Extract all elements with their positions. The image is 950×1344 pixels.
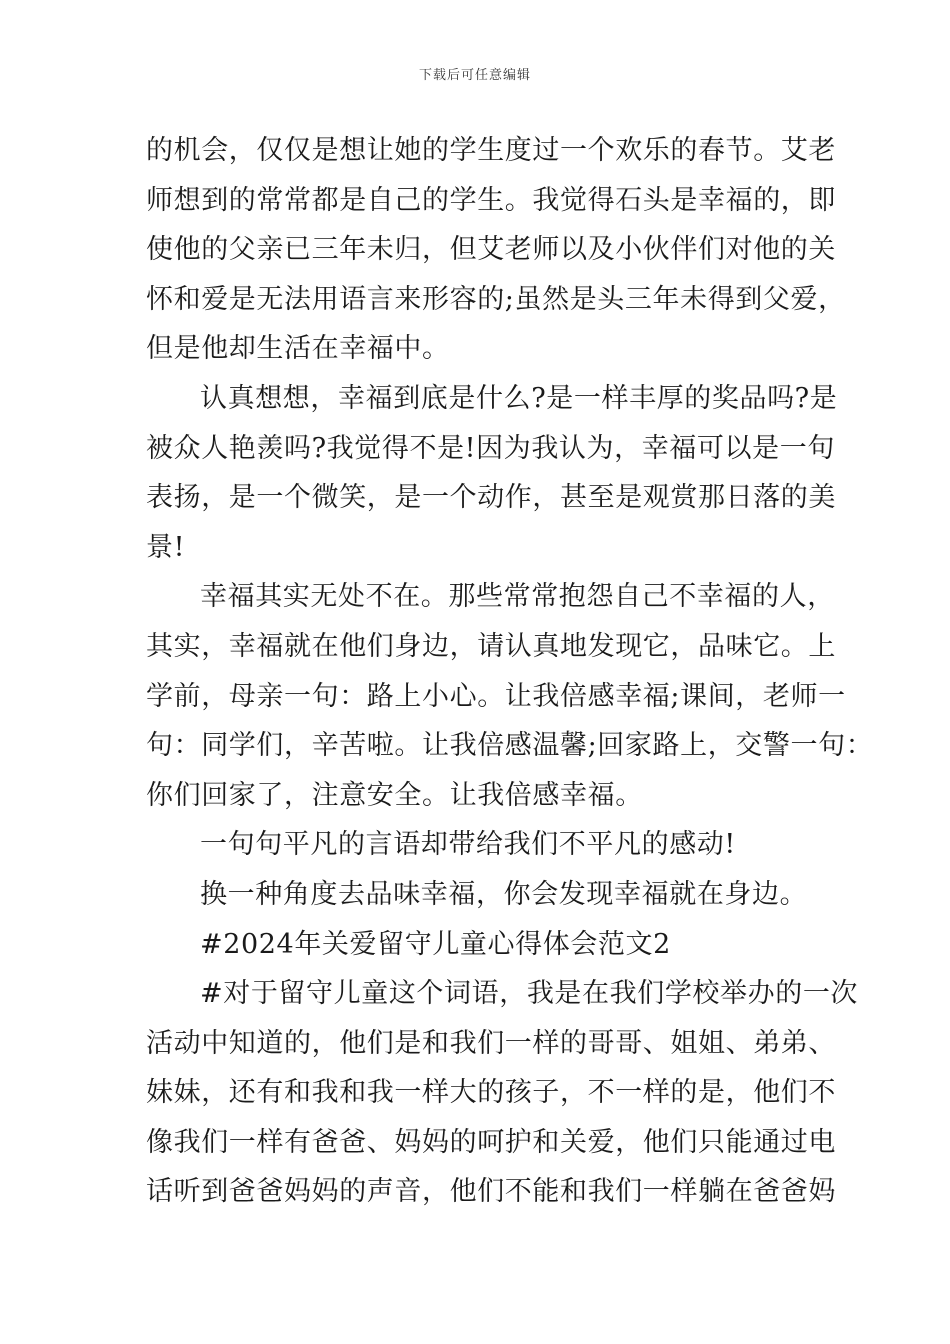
text-line: 但是他却生活在幸福中。 — [146, 333, 450, 365]
text-line: 幸福其实无处不在。那些常常抱怨自己不幸福的人， — [200, 581, 835, 613]
text-line: 被众人艳羡吗?我觉得不是!因为我认为，幸福可以是一句 — [146, 432, 835, 464]
text-line: 你们回家了，注意安全。让我倍感幸福。 — [146, 779, 643, 811]
text-line: #2024年关爱留守儿童心得体会范文2 — [200, 928, 671, 960]
text-line: 的机会，仅仅是想让她的学生度过一个欢乐的春节。艾老 — [146, 135, 836, 166]
page-header: 下载后可任意编辑 — [418, 68, 531, 83]
text-line: 话听到爸爸妈妈的声音，他们不能和我们一样躺在爸爸妈 — [146, 1176, 836, 1208]
text-line: 句：同学们，辛苦啦。让我倍感温馨;回家路上，交警一句： — [146, 730, 874, 762]
document-body — [146, 126, 874, 1217]
text-line: 师想到的常常都是自己的学生。我觉得石头是幸福的，即 — [146, 184, 836, 216]
text-line: 学前，母亲一句：路上小心。让我倍感幸福;课间，老师一 — [146, 680, 846, 712]
text-line: 像我们一样有爸爸、妈妈的呵护和关爱，他们只能通过电 — [146, 1126, 836, 1158]
text-line: 其实，幸福就在他们身边，请认真地发现它，品味它。上 — [146, 630, 836, 662]
text-line: 换一种角度去品味幸福，你会发现幸福就在身边。 — [200, 878, 808, 910]
text-line: #对于留守儿童这个词语，我是在我们学校举办的一次 — [200, 978, 859, 1010]
text-line: 妹妹，还有和我和我一样大的孩子，不一样的是，他们不 — [146, 1077, 836, 1109]
text-line: 景! — [146, 531, 186, 563]
text-line: 认真想想，幸福到底是什么?是一样丰厚的奖品吗?是 — [200, 382, 838, 414]
text-line: 使他的父亲已三年未归，但艾老师以及小伙伴们对他的关 — [146, 234, 836, 266]
text-line: 怀和爱是无法用语言来形容的;虽然是头三年未得到父爱， — [146, 283, 846, 315]
text-line: 一句句平凡的言语却带给我们不平凡的感动! — [200, 829, 736, 861]
text-line: 表扬，是一个微笑，是一个动作，甚至是观赏那日落的美 — [146, 482, 836, 514]
text-line: 活动中知道的，他们是和我们一样的哥哥、姐姐、弟弟、 — [146, 1027, 836, 1059]
